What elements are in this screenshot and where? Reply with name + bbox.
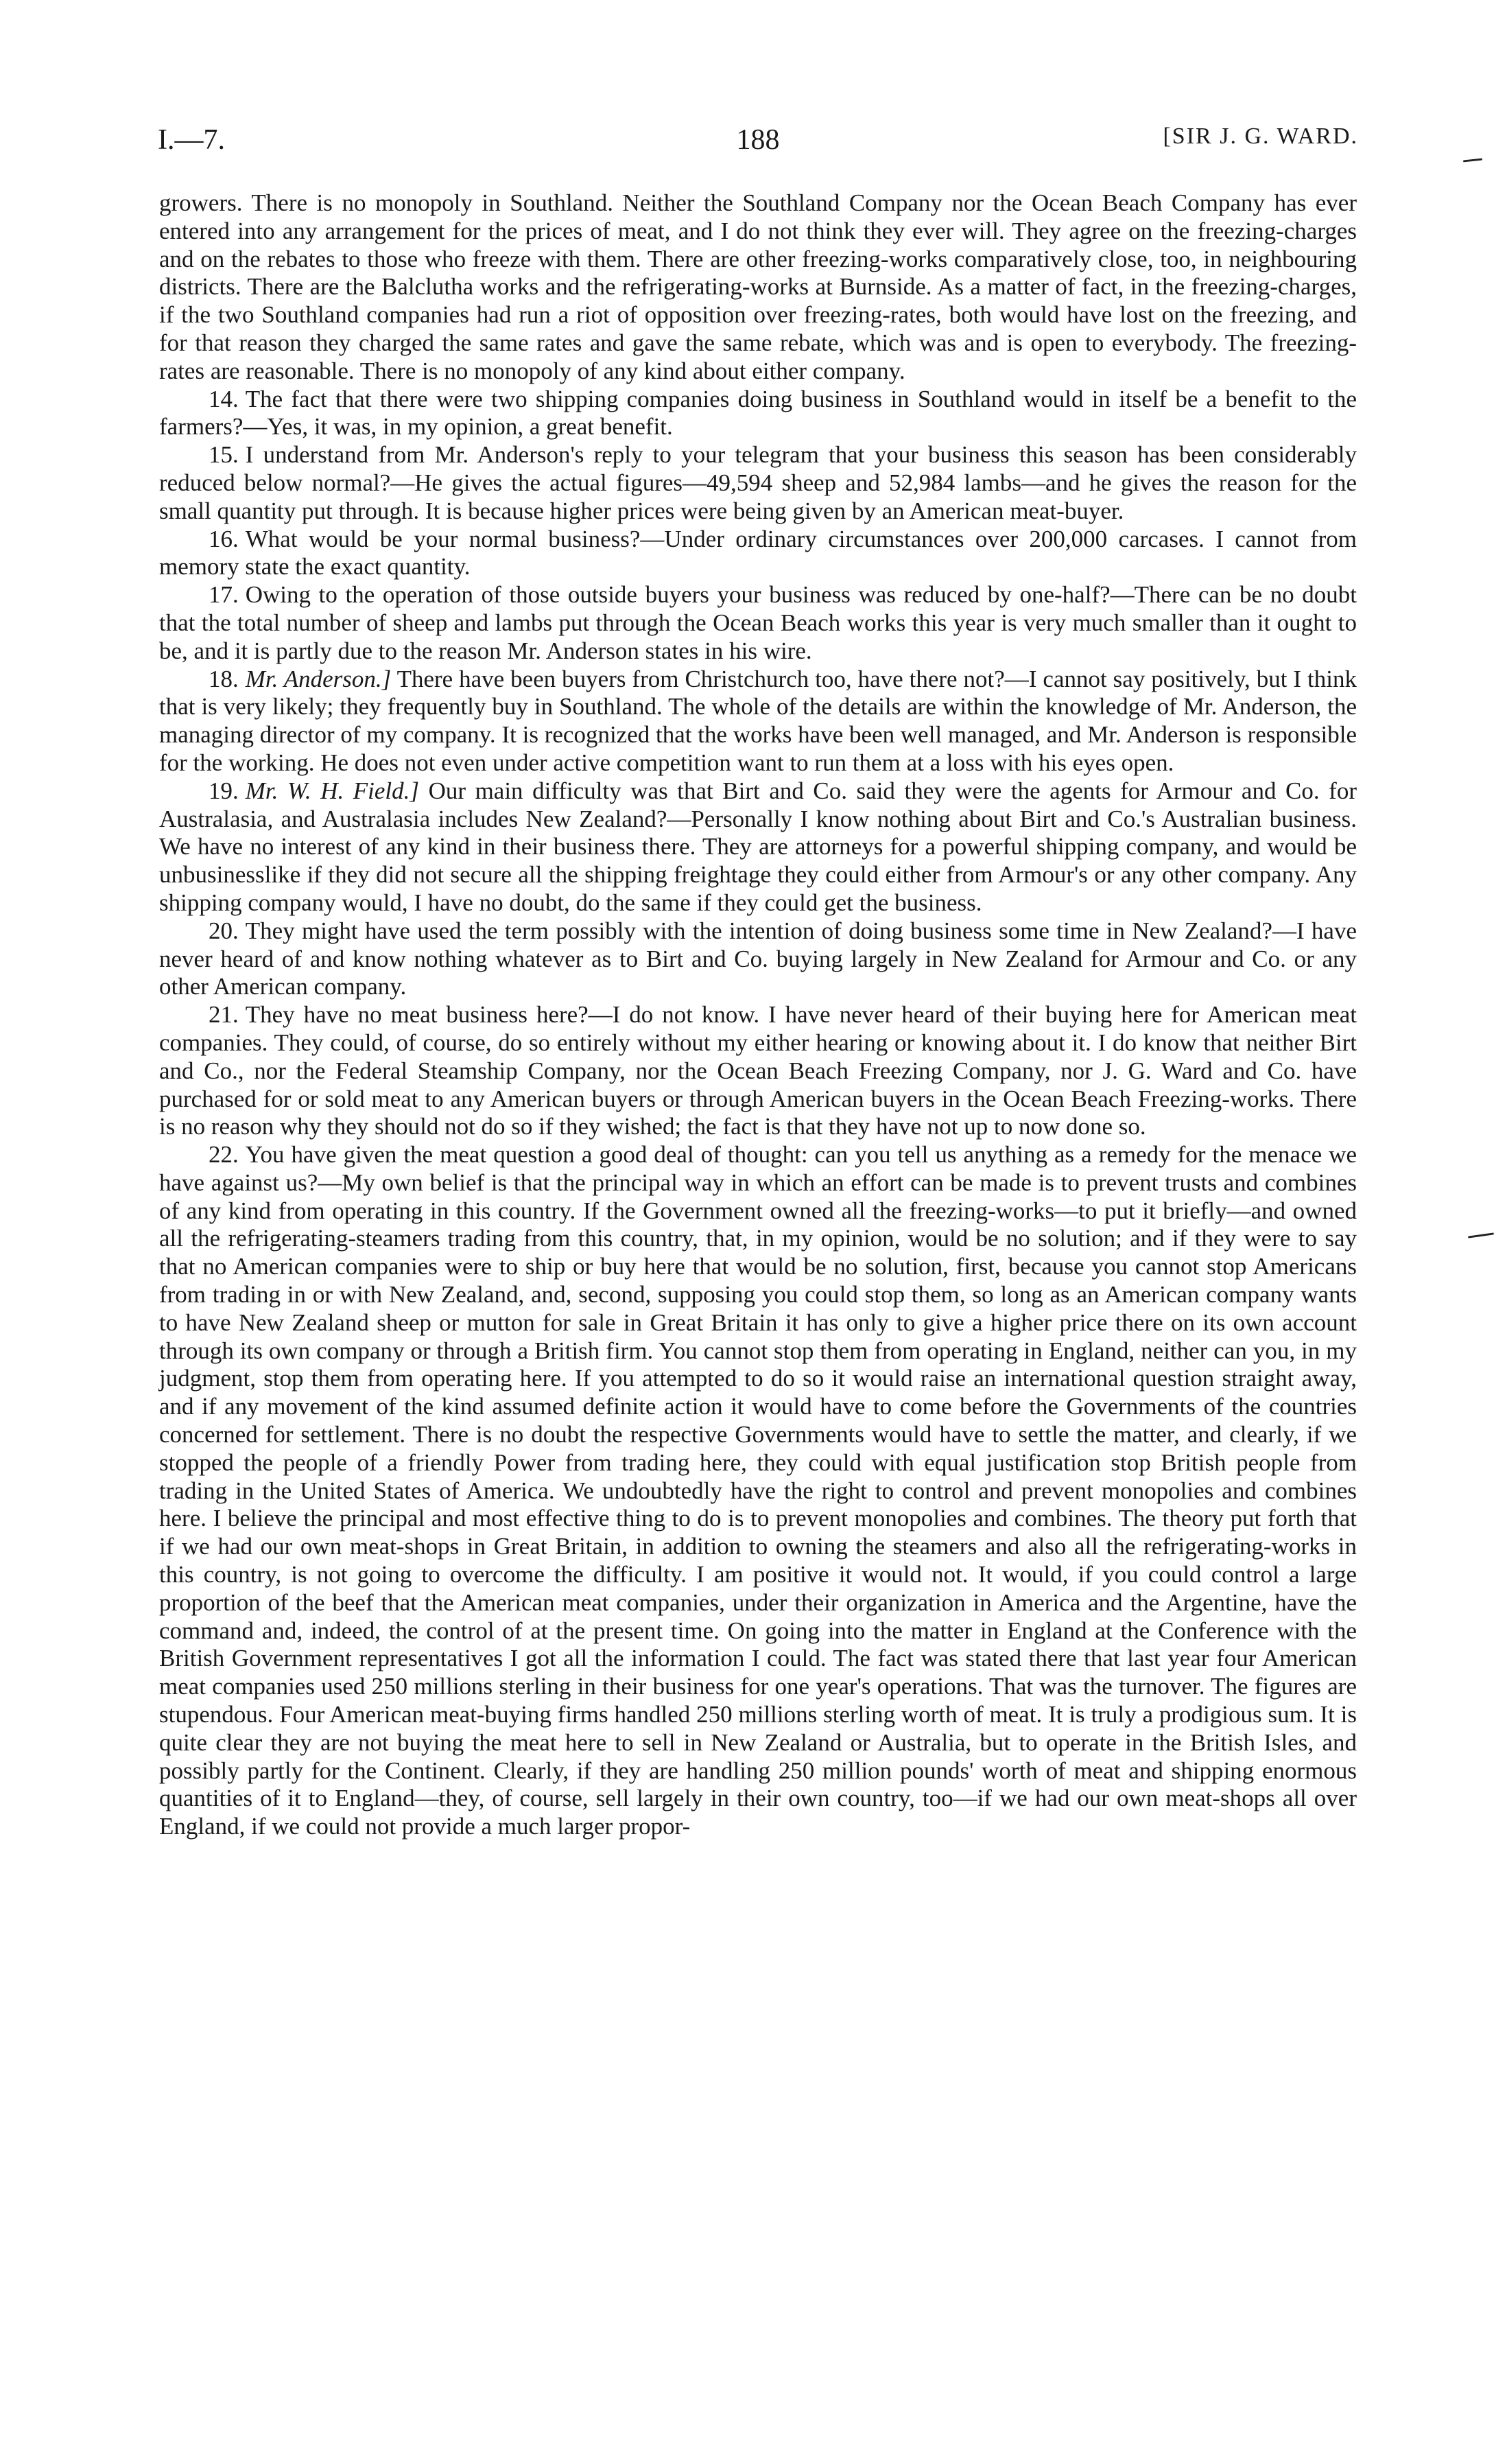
page-number: 188 [736,124,780,156]
question-number: 17. [209,581,239,609]
document-body [159,189,1357,1841]
question-text: You have given the meat question a good deal of thought: can you tell us anything as a remedy for the menace we have against us?—My own belief is that the principal way in which an effort can be made is to prevent trusts and combines of any kind from operating in this country. If the Government owned all the freezing-works—to put it briefly—and owned all the refrigerating-steamers trading from this country, that, in my opinion, would be no solution; and if they were to say that no American companies were to ship or buy here that would be no solution, first, because you cannot stop Americans from trading in or with New Zealand, and, second, supposing you could stop them, so long as an American company wants to have New Zealand sheep or mutton for sale in Great Britain it has only to give a higher price there on its own account through its own company or through a British firm. You cannot stop them from operating in England, neither can you, in my judgment, stop them from operating here. If you attempted to do so it would raise an international question straight away, and if any movement of the kind assumed definite action it would have to come before the Governments of the countries concerned for settlement. There is no doubt the respective Governments would have to settle the matter, and clearly, if we stopped the people of a friendly Power from trading here, they could with equal justification stop British people from trading in the United States of America. We undoubtedly have the right to control and prevent monopolies and combines here. I believe the principal and most effective thing to do is to prevent monopolies and combines. The theory put forth that if we had our own meat-shops in Great Britain, in addition to owning the steamers and also all the refrigerating-works in this country, is not going to overcome the difficulty. I am positive it would not. It would, if you could control a large proportion of the beef that the American meat companies, under their organization in America and the Argentine, have the command and, indeed, the control of at the present time. On going into the matter in England at the Conference with the British Government representatives I got all the information I could. The fact was stated there that last year four American meat companies used 250 millions sterling in their business for one year's operations. That was the turnover. The figures are stupendous. Four American meat-buying firms handled 250 millions sterling worth of meat. It is truly a prodigious sum. It is quite clear they are not buying the meat here to sell in New Zealand or Australia, but to operate in the British Isles, and possibly partly for the Continent. Clearly, if they are handling 250 million pounds' worth of meat and shipping enormous quantities of it to England—they, of course, sell largely in their own country, too—if we had our own meat-shops all over England, if we could not provide a much larger propor- [159,1141,1357,1840]
question-number: 18. [209,665,239,692]
question-paragraph [159,777,1357,917]
speaker-heading: [SIR J. G. WARD. [1163,124,1358,149]
margin-mark [1468,1232,1494,1238]
continued-paragraph: growers. There is no monopoly in Southland. Neither the Southland Company nor the Ocean Beach Company has ever entered into any arrangement for the prices of meat, and I do not think they ever will. They agree on the freezing-charges and on the rebates to those who freeze with them. There are other freezing-works comparatively close, too, in neighbouring districts. There are the Balclutha works and the refrigerating-works at Burnside. As a matter of fact, in the freezing-charges, if the two Southland companies had run a riot of opposition over freezing-rates, both would have lost on the freezing, and for that reason they charged the same rates and gave the same rebate, which was and is open to everybody. The freezing-rates are reasonable. There is no monopoly of any kind about either company. [159,189,1357,384]
question-text: Our main difficulty was that Birt and Co. said they were the agents for Armour and Co. for Australasia, and Australasia includes New Zealand?—Personally I know nothing about Birt and Co.'s Australian business. We have no interest of any kind in their business there. They are attorneys for a powerful shipping company, and would be unbusinesslike if they did not secure all the shipping freightage they could either from Armour's or any other company. Any shipping company would, I have no doubt, do the same if they could get the business. [159,777,1357,916]
question-text: Owing to the operation of those outside buyers your business was reduced by one-half?—There can be no doubt that the total number of sheep and lambs put through the Ocean Beach works this year is very much smaller than it ought to be, and it is partly due to the reason Mr. Anderson states in his wire. [159,581,1357,664]
question-text: They might have used the term possibly with the intention of doing business some time in New Zealand?—I have never heard of and know nothing whatever as to Birt and Co. buying largely in New Zealand for Armour and Co. or any other American company. [159,917,1357,1000]
question-text: They have no meat business here?—I do not know. I have never heard of their buying here for American meat companies. They could, of course, do so entirely without my either hearing or knowing about it. I do know that neither Birt and Co., nor the Federal Steamship Company, nor the Ocean Beach Freezing Company, nor J. G. Ward and Co. have purchased for or sold meat to any American buyers or through American buyers in the Ocean Beach Freezing-works. There is no reason why they should not do so if they wished; the fact is that they have not up to now done so. [159,1001,1357,1140]
question-paragraph [159,581,1357,665]
question-text: There have been buyers from Christchurch too, have there not?—I cannot say positively, but I think that is very likely; they frequently buy in Southland. The whole of the details are within the knowledge of Mr. Anderson, the managing director of my company. It is recognized that the works have been well managed, and Mr. Anderson is responsible for the working. He does not even under active competition want to run them at a loss with his eyes open. [159,665,1357,776]
question-paragraph [159,441,1357,525]
margin-mark [1463,159,1482,163]
question-text: The fact that there were two shipping companies doing business in Southland would in itself be a benefit to the farmers?—Yes, it was, in my opinion, a great benefit. [159,385,1357,441]
parliamentary-paper-reference: I.—7. [158,124,225,156]
question-paragraph [159,666,1357,777]
questioner-name: Mr. W. H. Field.] [245,777,420,804]
question-number: 16. [209,525,239,552]
question-number: 19. [209,777,239,804]
question-paragraph [159,1001,1357,1141]
question-number: 21. [209,1001,239,1029]
question-text: I understand from Mr. Anderson's reply to your telegram that your business this season has been considerably reduced below normal?—He gives the actual figures—49,594 sheep and 52,984 lambs—and he gives the reason for the small quantity put through. It is because higher prices were being given by an American meat-buyer. [159,441,1357,524]
question-paragraph [159,386,1357,442]
page-header [158,124,1358,165]
question-paragraph [159,526,1357,582]
question-number: 20. [209,917,239,944]
question-number: 15. [209,441,239,469]
questioner-name: Mr. Anderson.] [245,665,392,692]
question-number: 14. [209,385,239,412]
question-paragraph [159,917,1357,1001]
question-number: 22. [209,1141,239,1169]
question-paragraph [159,1141,1357,1841]
questions-list [159,386,1357,1841]
question-text: What would be your normal business?—Under ordinary circumstances over 200,000 carcases. I cannot from memory state the exact quantity. [159,525,1357,580]
